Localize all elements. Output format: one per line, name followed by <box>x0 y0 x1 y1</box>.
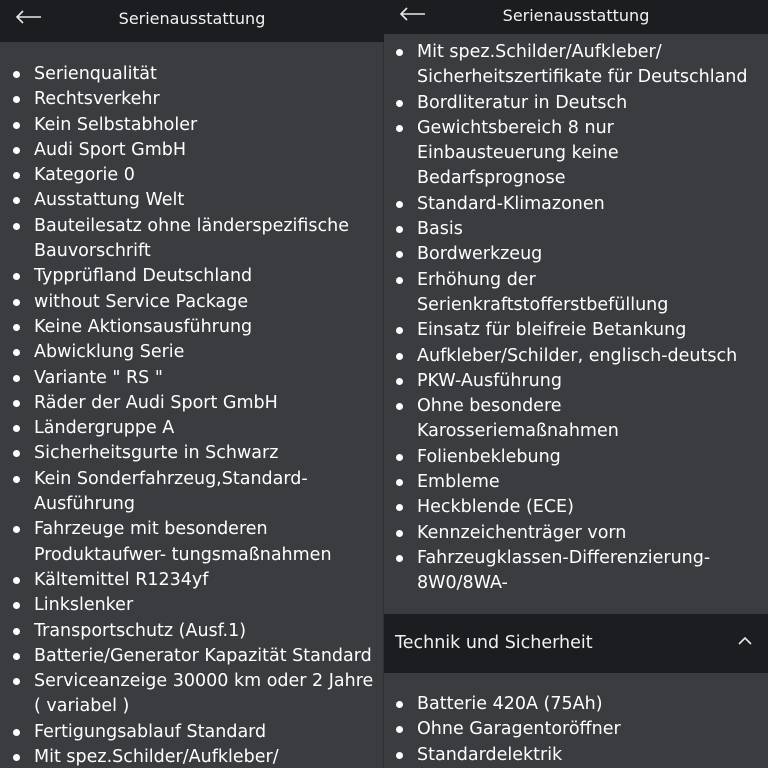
list-item: Kältemittel R1234yf <box>0 568 384 593</box>
list-item: Basis <box>384 217 768 242</box>
section-header-technik[interactable] <box>384 614 768 673</box>
list-item: Batterie/Generator Kapazität Standard <box>0 644 384 669</box>
list-item: Kein Sonderfahrzeug,Standard-Ausführung <box>0 467 384 518</box>
chevron-up-icon[interactable] <box>738 636 752 646</box>
list-item: Audi Sport GmbH <box>0 138 384 163</box>
list-item: Variante " RS " <box>0 366 384 391</box>
top-bar <box>0 0 384 42</box>
page-title: Serienausstattung <box>118 9 266 28</box>
list-item: Batterie 420A (75Ah) <box>384 692 768 717</box>
list-item: Ohne besondere Karosseriemaßnahmen <box>384 394 768 445</box>
list-item: Folienbeklebung <box>384 445 768 470</box>
list-item: Fahrzeugklassen-Differenzierung-8W0/8WA- <box>384 546 768 597</box>
list-item: Bordwerkzeug <box>384 242 768 267</box>
list-item: Serviceanzeige 30000 km oder 2 Jahre ( variabel ) <box>0 669 384 720</box>
list-item: Abwicklung Serie <box>0 340 384 365</box>
standard-equipment-list <box>384 40 768 597</box>
list-item: Einsatz für bleifreie Betankung <box>384 318 768 343</box>
list-item: Ohne Garagentoröffner <box>384 717 768 742</box>
list-item: Erhöhung der Serienkraftstofferstbefüllung <box>384 268 768 319</box>
page-title: Serienausstattung <box>502 6 650 25</box>
list-item: Embleme <box>384 470 768 495</box>
list-item: Sicherheitsgurte in Schwarz <box>0 441 384 466</box>
list-item: PKW-Ausführung <box>384 369 768 394</box>
list-item: Transportschutz (Ausf.1) <box>0 619 384 644</box>
list-item: Bauteilesatz ohne länderspezifische Bauvorschrift <box>0 214 384 265</box>
right-screen <box>384 0 768 768</box>
list-item: Rechtsverkehr <box>0 87 384 112</box>
list-item: Räder der Audi Sport GmbH <box>0 391 384 416</box>
list-item: Typprüfland Deutschland <box>0 264 384 289</box>
list-item: Ländergruppe A <box>0 416 384 441</box>
list-item: Fahrzeuge mit besonderen Produktaufwer- tungsmaßnahmen <box>0 517 384 568</box>
top-bar <box>384 0 768 34</box>
list-item: Aufkleber/Schilder, englisch-deutsch <box>384 344 768 369</box>
list-item: Keine Aktionsausführung <box>0 315 384 340</box>
list-item: Mit spez.Schilder/Aufkleber/ Sicherheitszertifikate für Deutschland <box>384 40 768 91</box>
list-item: Linkslenker <box>0 593 384 618</box>
list-item: Kategorie 0 <box>0 163 384 188</box>
list-item: Ausstattung Welt <box>0 188 384 213</box>
list-item: Gewichtsbereich 8 nur Einbausteuerung keine Bedarfsprognose <box>384 116 768 192</box>
list-item: Heckblende (ECE) <box>384 495 768 520</box>
standard-equipment-list <box>0 62 384 768</box>
list-item: Bordliteratur in Deutsch <box>384 91 768 116</box>
list-item: Kein Selbstabholer <box>0 113 384 138</box>
list-item: Kennzeichenträger vorn <box>384 521 768 546</box>
list-item: Mit spez.Schilder/Aufkleber/ <box>0 745 384 768</box>
section-title: Technik und Sicherheit <box>395 633 593 653</box>
technik-list <box>384 692 768 768</box>
list-item: Standard-Klimazonen <box>384 192 768 217</box>
list-item: without Service Package <box>0 290 384 315</box>
list-item: Serienqualität <box>0 62 384 87</box>
list-item: Fertigungsablauf Standard <box>0 720 384 745</box>
list-item: Standardelektrik <box>384 743 768 768</box>
